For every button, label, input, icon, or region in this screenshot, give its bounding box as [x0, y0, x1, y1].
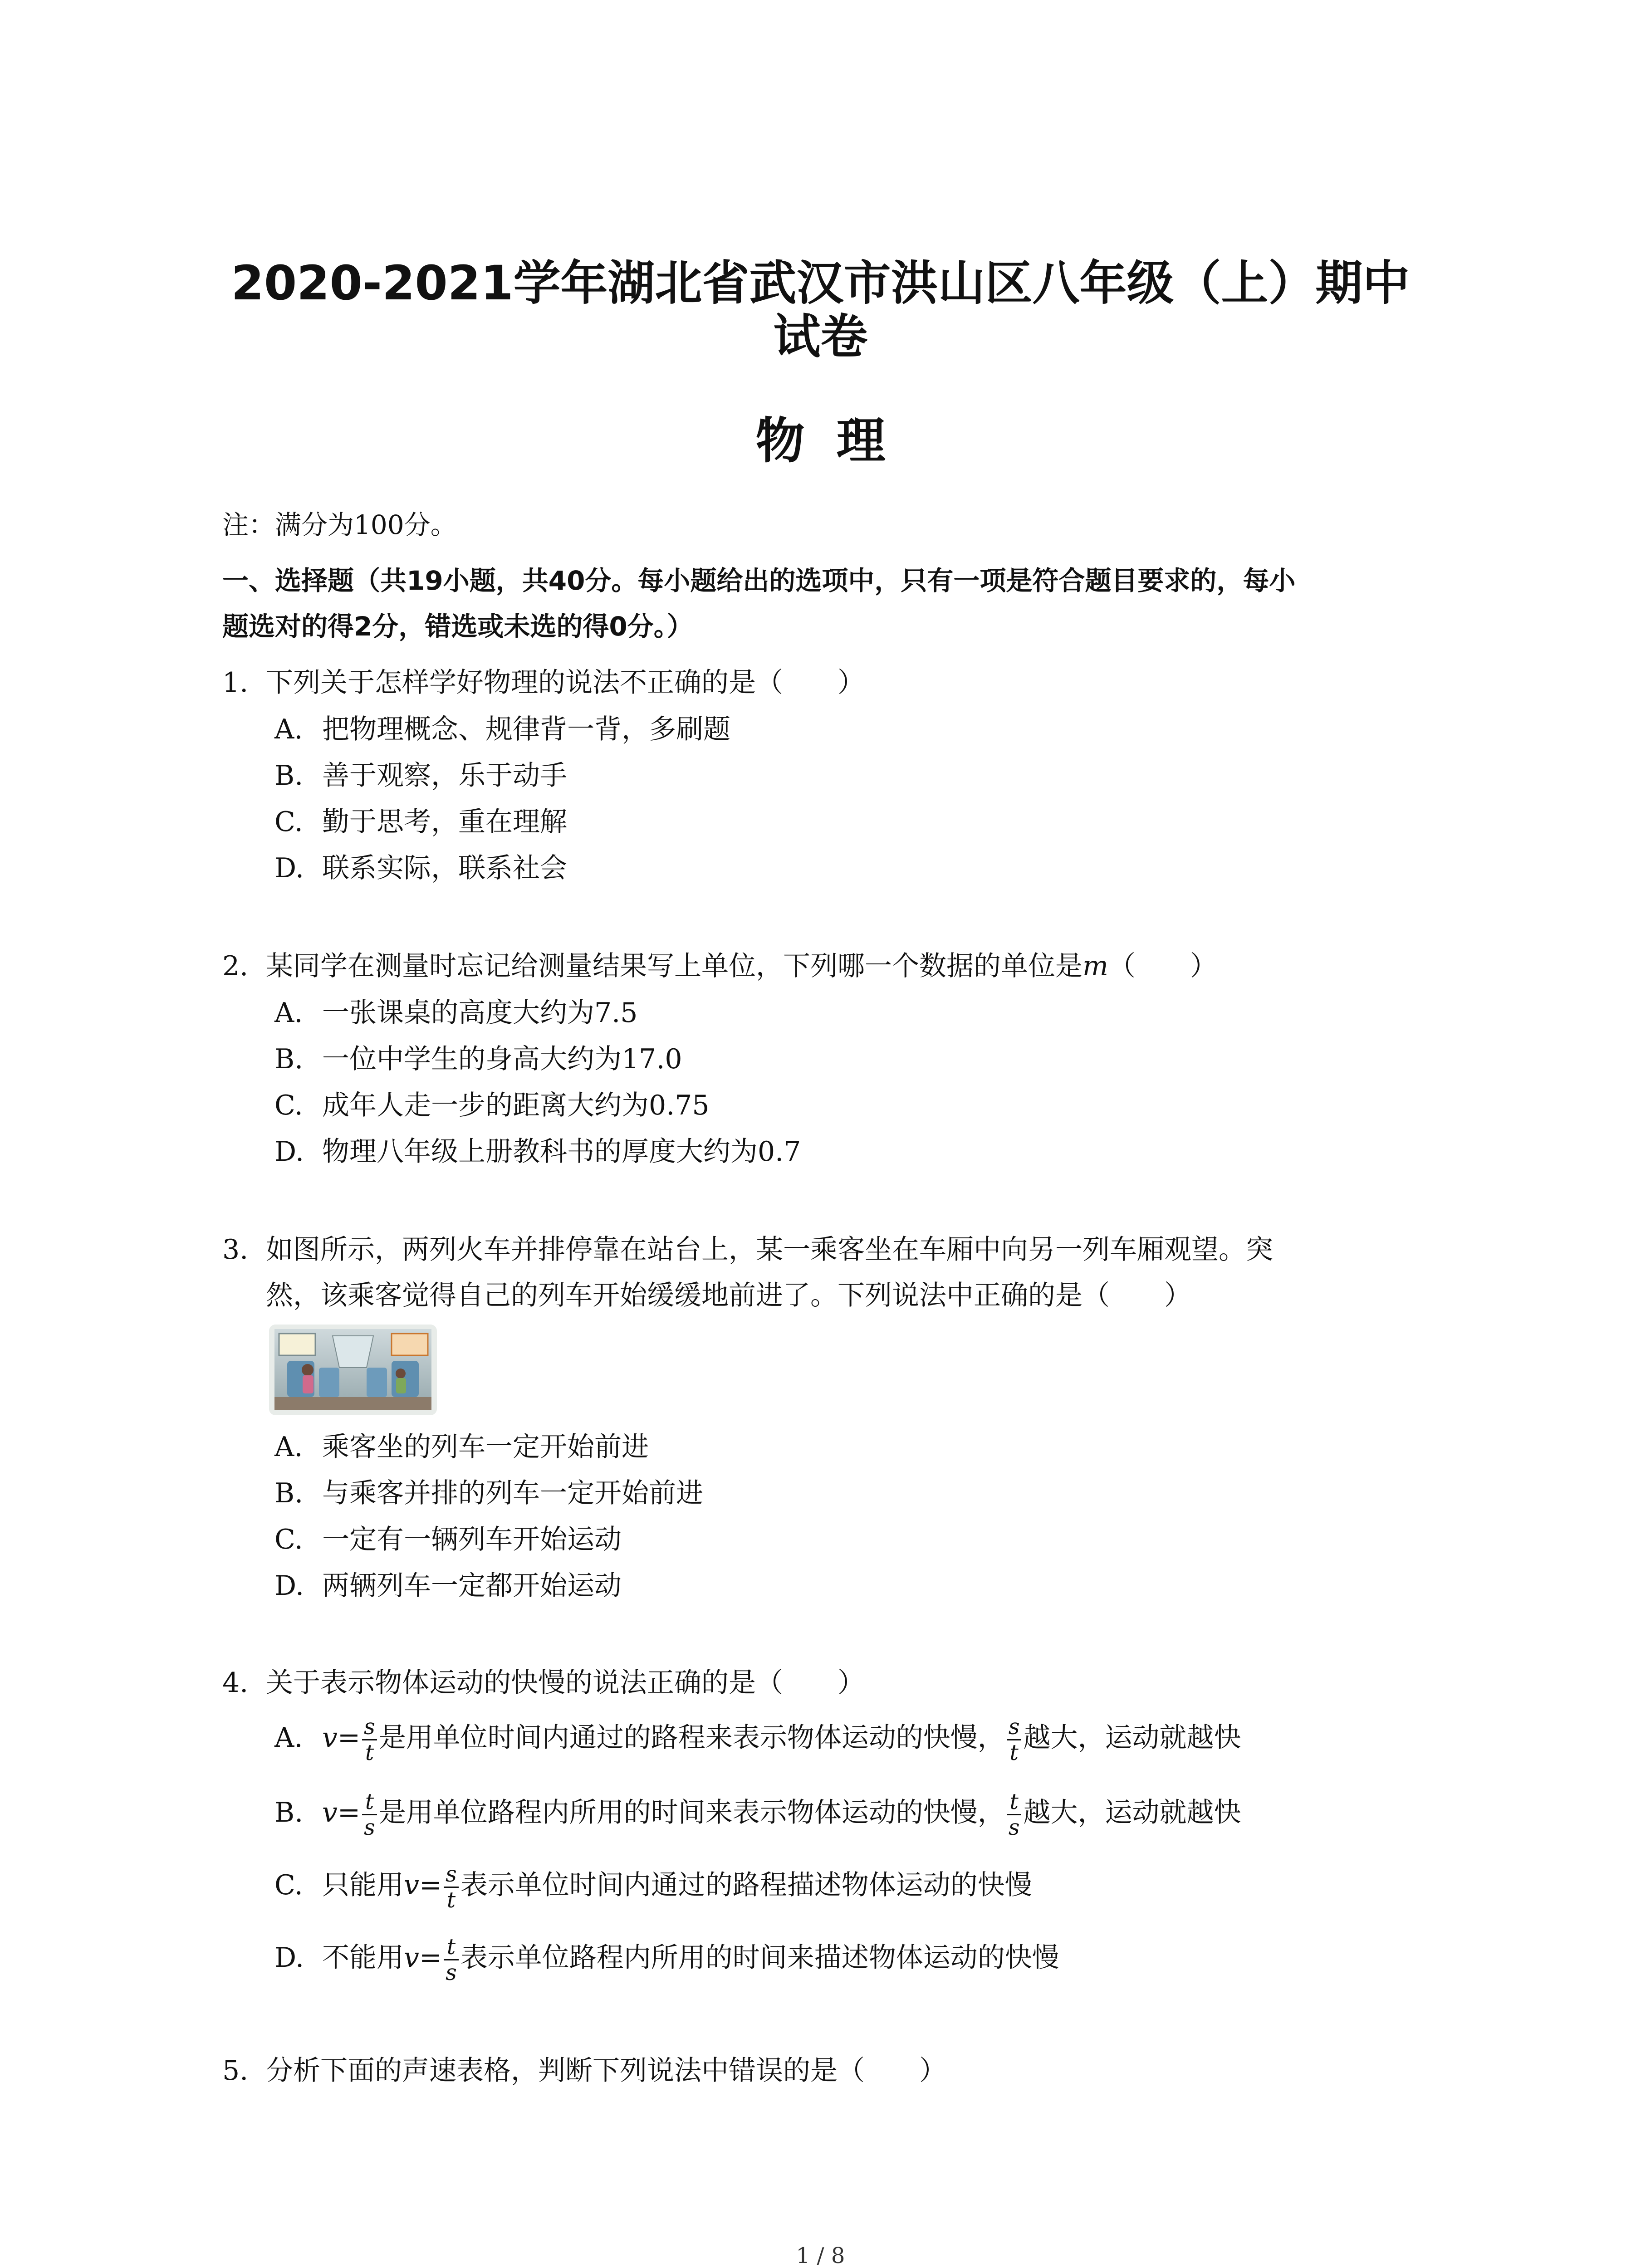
option-letter: B.	[274, 760, 304, 792]
question-stem-end: （ ）	[1108, 950, 1217, 982]
fraction	[362, 1715, 377, 1765]
q4-option-a	[274, 1715, 1241, 1765]
fraction-numerator: s	[1007, 1715, 1022, 1740]
option-letter: C.	[274, 1524, 303, 1555]
carriage-floor	[274, 1397, 431, 1410]
fraction-denominator: t	[1009, 1740, 1019, 1765]
fraction-denominator: s	[364, 1815, 375, 1840]
option-letter: D.	[274, 1570, 304, 1602]
section-heading-line-2: 题选对的得2分，错选或未选的得0分。）	[222, 611, 693, 642]
q2-option-c	[274, 1090, 710, 1121]
train-carriage-image	[269, 1325, 437, 1415]
q2-option-a	[274, 997, 637, 1029]
question-number: 3.	[222, 1234, 249, 1266]
fraction-numerator: s	[362, 1715, 377, 1740]
passenger-head	[302, 1364, 314, 1376]
option-letter: A.	[274, 1431, 303, 1463]
q4-option-c	[274, 1862, 1032, 1912]
option-text: 两辆列车一定都开始运动	[322, 1570, 622, 1602]
fraction	[1007, 1715, 1022, 1765]
question-stem-line-1: 如图所示，两列火车并排停靠在站台上，某一乘客坐在车厢中向另一列车厢观望。突	[266, 1234, 1273, 1266]
score-note: 注：满分为100分。	[222, 509, 457, 540]
q1-option-c	[274, 806, 567, 838]
option-text: 是用单位路程内所用的时间来表示物体运动的快慢，	[378, 1797, 1005, 1829]
carriage-aisle	[333, 1336, 373, 1368]
option-letter: C.	[274, 1090, 303, 1121]
question-stem: 分析下面的声速表格，判断下列说法中错误的是（ ）	[266, 2055, 946, 2087]
option-text: 善于观察，乐于动手	[322, 760, 567, 792]
q1-option-d	[274, 852, 567, 884]
unit-variable: m	[1083, 950, 1108, 982]
option-letter: B.	[274, 1797, 304, 1829]
passenger-2-body	[396, 1378, 406, 1393]
question-stem: 下列关于怎样学好物理的说法不正确的是（ ）	[266, 667, 865, 699]
q2-option-d	[274, 1136, 801, 1168]
option-text: 乘客坐的列车一定开始前进	[322, 1431, 649, 1463]
seat-right-2	[367, 1368, 387, 1397]
passenger-body	[303, 1375, 314, 1393]
fraction	[1007, 1789, 1022, 1840]
formula-lhs: v=	[404, 1942, 442, 1974]
fraction-numerator: t	[444, 1935, 459, 1960]
passenger-2-head	[396, 1369, 406, 1378]
section-heading-line-1: 一、选择题（共19小题，共40分。每小题给出的选项中，只有一项是符合题目要求的，每小	[222, 565, 1296, 596]
option-letter: A.	[274, 1722, 303, 1754]
fraction-denominator: t	[365, 1740, 374, 1765]
question-3	[222, 1227, 1461, 1319]
question-number: 1.	[222, 667, 249, 699]
option-text: 把物理概念、规律背一背，多刷题	[322, 714, 730, 745]
q3-option-b	[274, 1477, 703, 1509]
option-text: 勤于思考，重在理解	[322, 806, 567, 838]
question-5	[222, 2048, 1461, 2094]
question-2	[222, 943, 1461, 989]
question-number: 5.	[222, 2055, 249, 2087]
option-letter: D.	[274, 1942, 304, 1974]
q3-option-a	[274, 1431, 649, 1463]
fraction	[444, 1862, 459, 1912]
option-text: 物理八年级上册教科书的厚度大约为0.7	[322, 1136, 801, 1168]
option-letter: D.	[274, 852, 304, 884]
question-number: 4.	[222, 1667, 249, 1699]
q2-option-b	[274, 1043, 682, 1075]
fraction-numerator: t	[1007, 1789, 1022, 1815]
option-lead: 只能用	[322, 1869, 404, 1901]
question-number: 2.	[222, 950, 249, 982]
q3-option-c	[274, 1524, 622, 1555]
fraction-denominator: s	[1008, 1815, 1020, 1840]
formula-lhs: v=	[322, 1797, 361, 1829]
option-text: 与乘客并排的列车一定开始前进	[322, 1477, 703, 1509]
option-text-end: 越大，运动就越快	[1023, 1722, 1241, 1754]
formula-lhs: v=	[404, 1869, 442, 1901]
formula-lhs: v=	[322, 1722, 361, 1754]
q3-option-d	[274, 1570, 622, 1602]
carriage-window-left	[279, 1334, 315, 1355]
option-letter: D.	[274, 1136, 304, 1168]
option-letter: B.	[274, 1043, 304, 1075]
option-text-end: 越大，运动就越快	[1023, 1797, 1241, 1829]
option-text: 成年人走一步的距离大约为0.75	[322, 1090, 710, 1121]
section-heading	[222, 558, 1456, 650]
q1-option-a	[274, 714, 730, 745]
fraction	[362, 1789, 377, 1840]
option-text: 联系实际，联系社会	[322, 852, 567, 884]
option-text: 是用单位时间内通过的路程来表示物体运动的快慢，	[378, 1722, 1005, 1754]
question-stem-line-2: 然，该乘客觉得自己的列车开始缓缓地前进了。下列说法中正确的是（ ）	[266, 1280, 1191, 1311]
subject-title: 物理	[755, 413, 917, 469]
fraction-denominator: s	[446, 1960, 457, 1985]
fraction-numerator: s	[444, 1862, 459, 1888]
option-text: 一位中学生的身高大约为17.0	[322, 1043, 682, 1075]
exam-title-line-1: 2020-2021学年湖北省武汉市洪山区八年级（上）期中	[231, 255, 1410, 311]
option-letter: A.	[274, 714, 303, 745]
exam-title-line-2: 试卷	[773, 309, 868, 364]
option-text: 表示单位时间内通过的路程描述物体运动的快慢	[460, 1869, 1032, 1901]
question-stem: 关于表示物体运动的快慢的说法正确的是（ ）	[266, 1667, 865, 1699]
q4-option-d	[274, 1935, 1059, 1985]
fraction	[444, 1935, 459, 1985]
page-number: 1 / 8	[796, 2243, 845, 2268]
option-letter: C.	[274, 1869, 303, 1901]
option-text: 一定有一辆列车开始运动	[322, 1524, 622, 1555]
q1-option-b	[274, 760, 567, 792]
option-text: 一张课桌的高度大约为7.5	[322, 997, 638, 1029]
question-4	[222, 1660, 1461, 1706]
option-text: 表示单位路程内所用的时间来描述物体运动的快慢	[460, 1942, 1059, 1974]
fraction-numerator: t	[362, 1789, 377, 1815]
option-letter: A.	[274, 997, 303, 1029]
fraction-denominator: t	[446, 1887, 456, 1913]
carriage-window-right	[392, 1334, 428, 1355]
option-letter: C.	[274, 806, 303, 838]
option-letter: B.	[274, 1477, 304, 1509]
option-lead: 不能用	[322, 1942, 404, 1974]
question-1	[222, 660, 1461, 706]
q4-option-b	[274, 1789, 1241, 1840]
seat-left-2	[319, 1368, 339, 1397]
question-stem: 某同学在测量时忘记给测量结果写上单位，下列哪一个数据的单位是	[266, 950, 1083, 982]
